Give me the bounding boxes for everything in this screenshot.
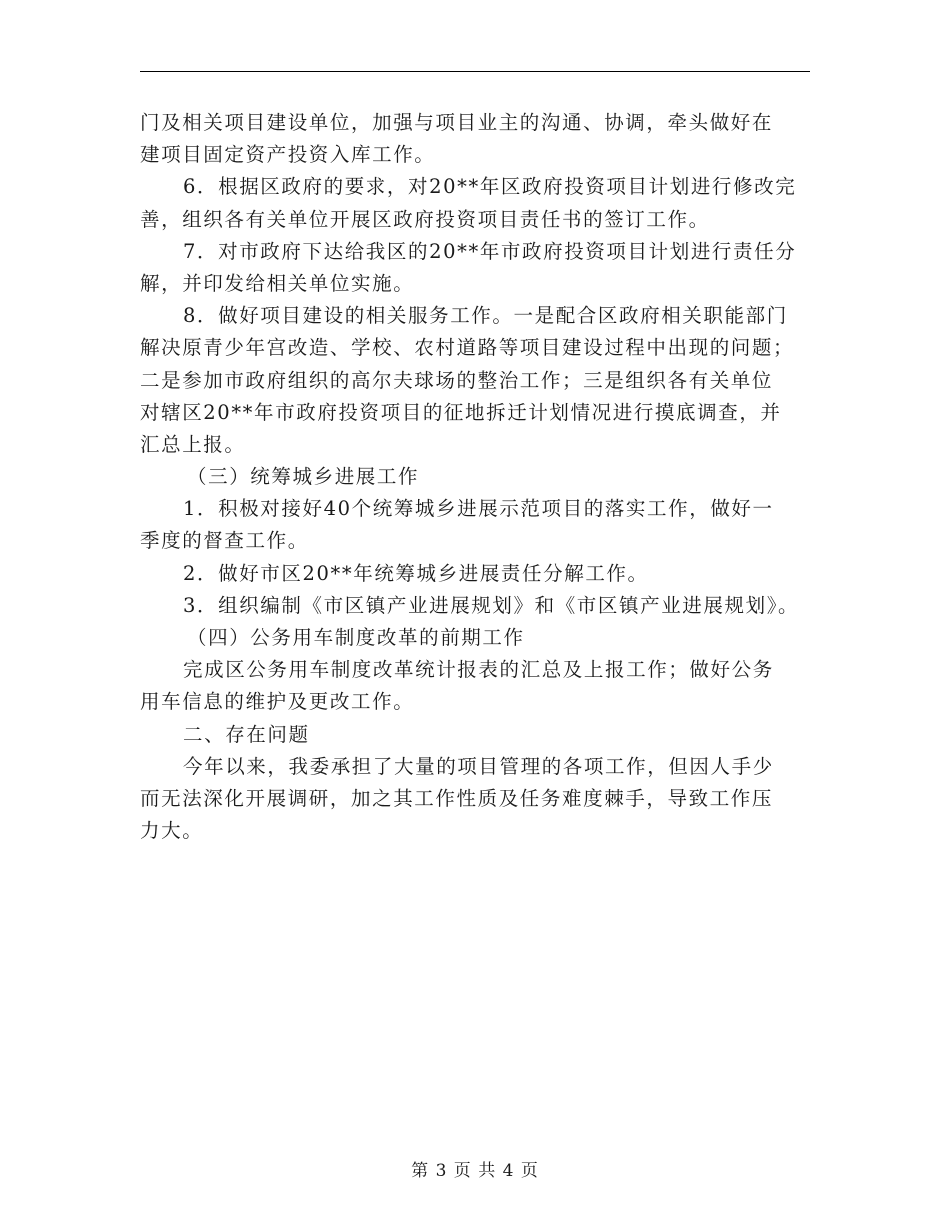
paragraph-line: 善，组织各有关单位开展区政府投资项目责任书的签订工作。 xyxy=(140,207,710,231)
paragraph-line: 2．做好市区20**年统筹城乡进展责任分解工作。 xyxy=(183,561,649,585)
paragraph-line: 用车信息的维护及更改工作。 xyxy=(140,690,415,714)
paragraph-line: 力大。 xyxy=(140,819,204,843)
paragraph-line: 今年以来，我委承担了大量的项目管理的各项工作，但因人手少 xyxy=(183,754,774,778)
paragraph-line: 完成区公务用车制度改革统计报表的汇总及上报工作；做好公务 xyxy=(183,658,774,682)
paragraph-line: 而无法深化开展调研，加之其工作性质及任务难度棘手，导致工作压 xyxy=(140,786,774,810)
paragraph-line: 7．对市政府下达给我区的20**年市政府投资项目计划进行责任分 xyxy=(183,239,797,263)
paragraph-line: 8．做好项目建设的相关服务工作。一是配合区政府相关职能部门 xyxy=(183,304,788,328)
paragraph-line: 1．积极对接好40个统筹城乡进展示范项目的落实工作，做好一 xyxy=(183,497,774,521)
paragraph-line: 解，并印发给相关单位实施。 xyxy=(140,271,415,295)
paragraph-line: 建项目固定资产投资入库工作。 xyxy=(140,143,436,167)
paragraph-line: 季度的督查工作。 xyxy=(140,529,309,553)
paragraph-line: 二是参加市政府组织的高尔夫球场的整治工作；三是组织各有关单位 xyxy=(140,368,774,392)
paragraph-line: 解决原青少年宫改造、学校、农村道路等项目建设过程中出现的问题； xyxy=(140,336,795,360)
paragraph-line: 汇总上报。 xyxy=(140,432,246,456)
page-number: 第 3 页 共 4 页 xyxy=(411,1161,539,1181)
paragraph-line: 门及相关项目建设单位，加强与项目业主的沟通、协调，牵头做好在 xyxy=(140,111,774,134)
section-heading: （四）公务用车制度改革的前期工作 xyxy=(187,626,525,649)
paragraph-line: 3．组织编制《市区镇产业进展规划》和《市区镇产业进展规划》。 xyxy=(183,593,800,617)
section-heading: 二、存在问题 xyxy=(183,722,310,746)
header-rule xyxy=(140,71,810,72)
paragraph-line: 对辖区20**年市政府投资项目的征地拆迁计划情况进行摸底调查，并 xyxy=(140,400,782,424)
document-body xyxy=(140,107,820,847)
paragraph-line: 6．根据区政府的要求，对20**年区政府投资项目计划进行修改完 xyxy=(183,175,797,199)
section-heading: （三）统筹城乡进展工作 xyxy=(187,465,420,489)
